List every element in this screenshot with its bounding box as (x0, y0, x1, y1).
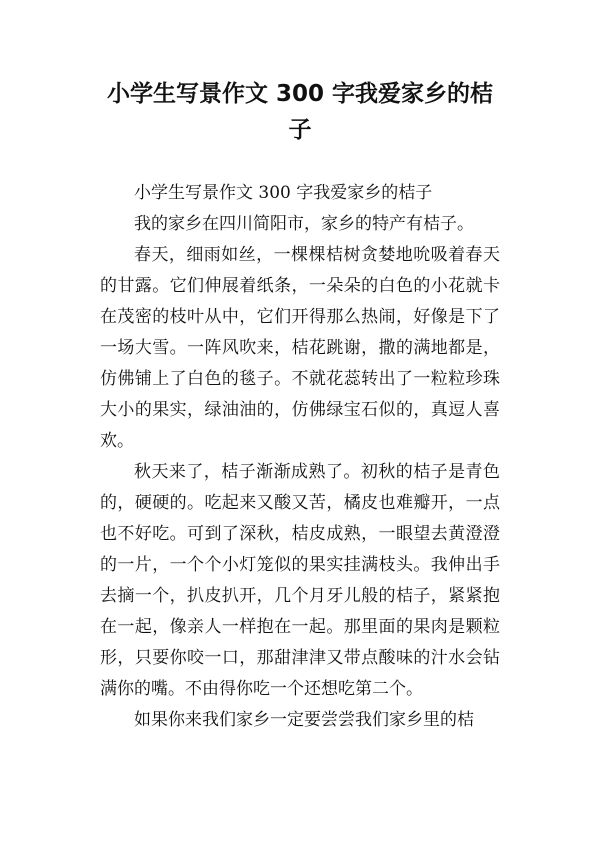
paragraph-invitation: 如果你来我们家乡一定要尝尝我们家乡里的桔 (134, 710, 474, 730)
document-body (100, 178, 500, 736)
paragraph-subtitle: 小学生写景作文 300 字我爱家乡的桔子 (134, 183, 433, 203)
document-title: 小学生写景作文 300 字我爱家乡的桔子 (106, 81, 494, 143)
paragraph-autumn: 秋天来了，桔子渐渐成熟了。初秋的桔子是青色的，硬硬的。吃起来又酸又苦，橘皮也难瓣开，一点也不好吃。可到了深秋，桔皮成熟，一眼望去黄澄澄的一片，一个个小灯笼似的果实挂满枝头。我伸出手去摘一个，扒皮扒开，几个月牙儿般的桔子，紧紧抱在一起，像亲人一样抱在一起。那里面的果肉是颗粒形，只要你咬一口，那甜津津又带点酸味的汁水会钻满你的嘴。不由得你吃一个还想吃第二个。 (100, 462, 500, 699)
paragraph-spring: 春天，细雨如丝，一棵棵桔树贪婪地吮吸着春天的甘露。它们伸展着纸条，一朵朵的白色的小花就卡在茂密的枝叶从中，它们开得那么热闹，好像是下了一场大雪。一阵风吹来，桔花跳谢，撒的满地都是，仿佛铺上了白色的毯子。不就花蕊转出了一粒粒珍珠大小的果实，绿油油的，仿佛绿宝石似的，真逗人喜欢。 (100, 245, 500, 451)
paragraph-hometown: 我的家乡在四川简阳市，家乡的特产有桔子。 (134, 214, 474, 234)
